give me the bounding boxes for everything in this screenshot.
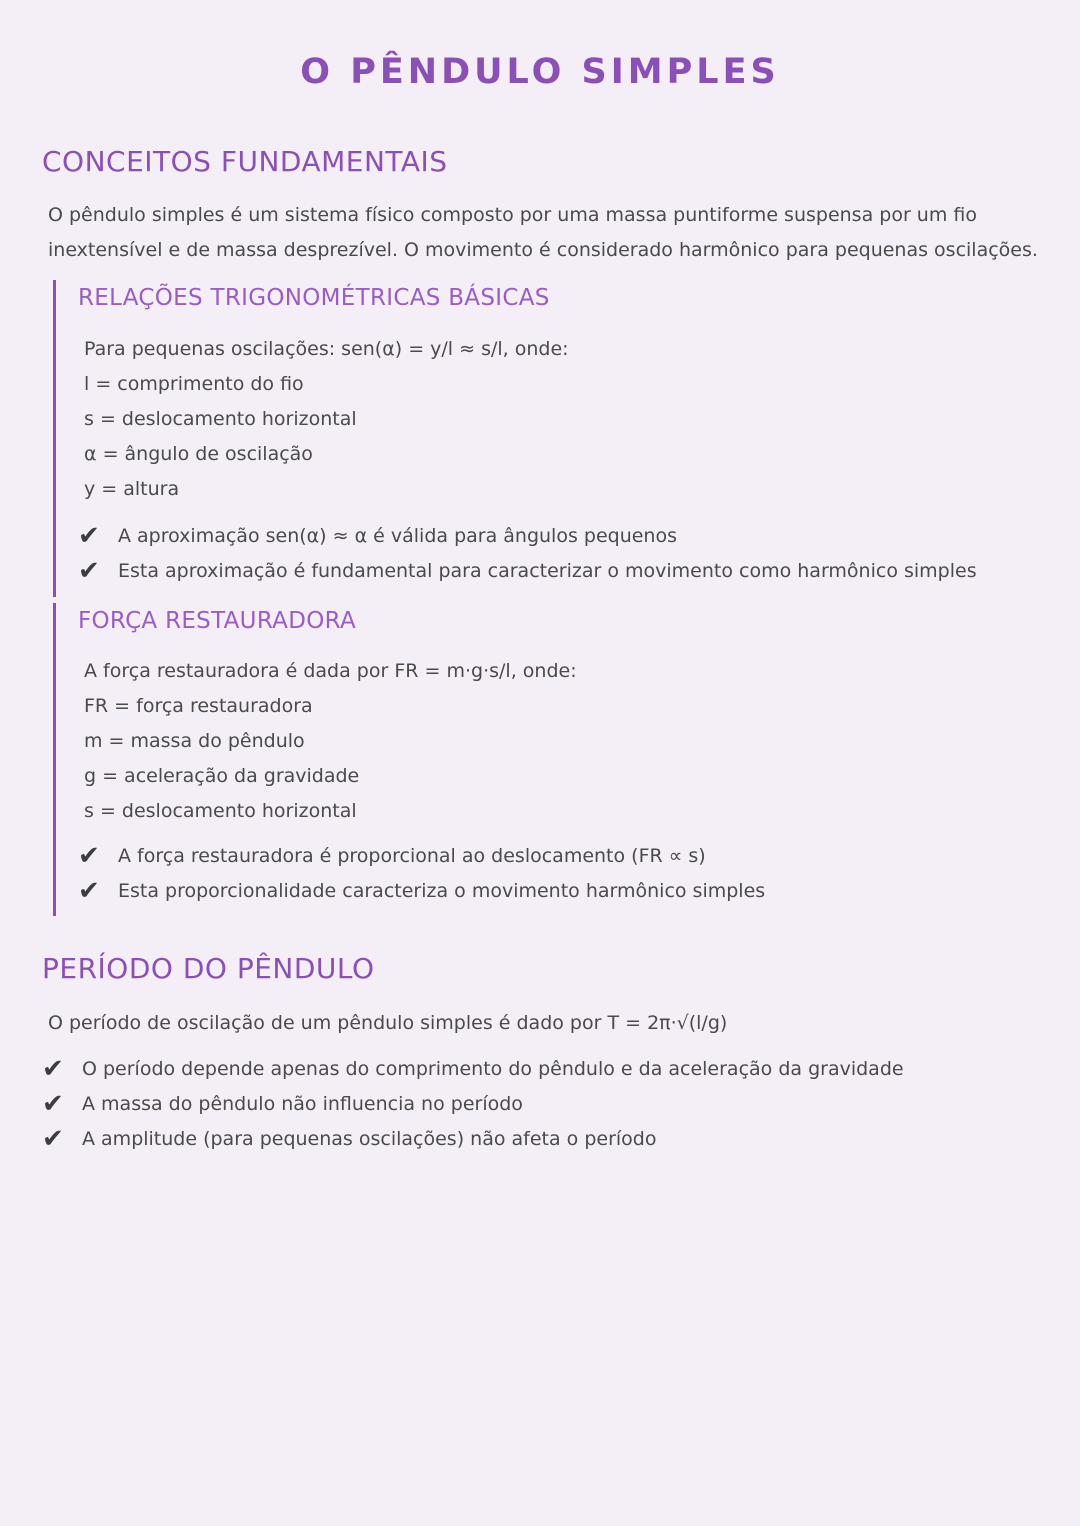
checkmark-icon: ✔ [78,841,100,871]
subsection-bar-forca [53,603,56,916]
checkmark-icon: ✔ [42,1054,64,1084]
check-text: O período depende apenas do comprimento do pêndulo e da aceleração da gravidade [82,1058,904,1080]
section-heading-conceitos: CONCEITOS FUNDAMENTAIS [42,145,448,178]
periodo-check-item [42,1052,904,1087]
checkmark-icon: ✔ [78,876,100,906]
checkmark-icon: ✔ [42,1124,64,1154]
forca-check-item [78,874,765,909]
checkmark-icon: ✔ [78,521,100,551]
periodo-check-item [42,1087,523,1122]
periodo-paragraph: O período de oscilação de um pêndulo simples é dado por T = 2π·√(l/g) [48,1012,728,1034]
forca-line: s = deslocamento horizontal [84,800,357,822]
trig-line: s = deslocamento horizontal [84,408,357,430]
page-title: O PÊNDULO SIMPLES [300,52,780,92]
trig-line: y = altura [84,478,180,500]
check-text: Esta aproximação é fundamental para caracterizar o movimento como harmônico simples [118,560,977,582]
forca-line: g = aceleração da gravidade [84,765,360,787]
check-text: A aproximação sen(α) ≈ α é válida para ângulos pequenos [118,525,677,547]
trig-check-item [78,554,977,589]
trig-line: Para pequenas oscilações: sen(α) = y/l ≈ s/l, onde: [84,338,569,360]
trig-line: α = ângulo de oscilação [84,443,313,465]
forca-line: A força restauradora é dada por FR = m·g·s/l, onde: [84,660,577,682]
intro-paragraph-line-1: O pêndulo simples é um sistema físico composto por uma massa puntiforme suspensa por um fio [48,204,977,226]
section-heading-periodo: PERÍODO DO PÊNDULO [42,952,375,985]
trig-check-item [78,519,677,554]
forca-check-item [78,839,706,874]
check-text: A amplitude (para pequenas oscilações) não afeta o período [82,1128,657,1150]
subsection-heading-trig: RELAÇÕES TRIGONOMÉTRICAS BÁSICAS [78,285,550,311]
check-text: A massa do pêndulo não influencia no período [82,1093,523,1115]
periodo-check-item [42,1122,656,1157]
forca-line: m = massa do pêndulo [84,730,305,752]
subsection-heading-forca: FORÇA RESTAURADORA [78,608,356,634]
subsection-bar-trig [53,280,56,597]
checkmark-icon: ✔ [78,556,100,586]
forca-line: FR = força restauradora [84,695,313,717]
check-text: A força restauradora é proporcional ao deslocamento (FR ∝ s) [118,845,706,867]
checkmark-icon: ✔ [42,1089,64,1119]
trig-line: l = comprimento do fio [84,373,304,395]
check-text: Esta proporcionalidade caracteriza o movimento harmônico simples [118,880,766,902]
intro-paragraph-line-2: inextensível e de massa desprezível. O movimento é considerado harmônico para pequenas oscilações. [48,239,1038,261]
